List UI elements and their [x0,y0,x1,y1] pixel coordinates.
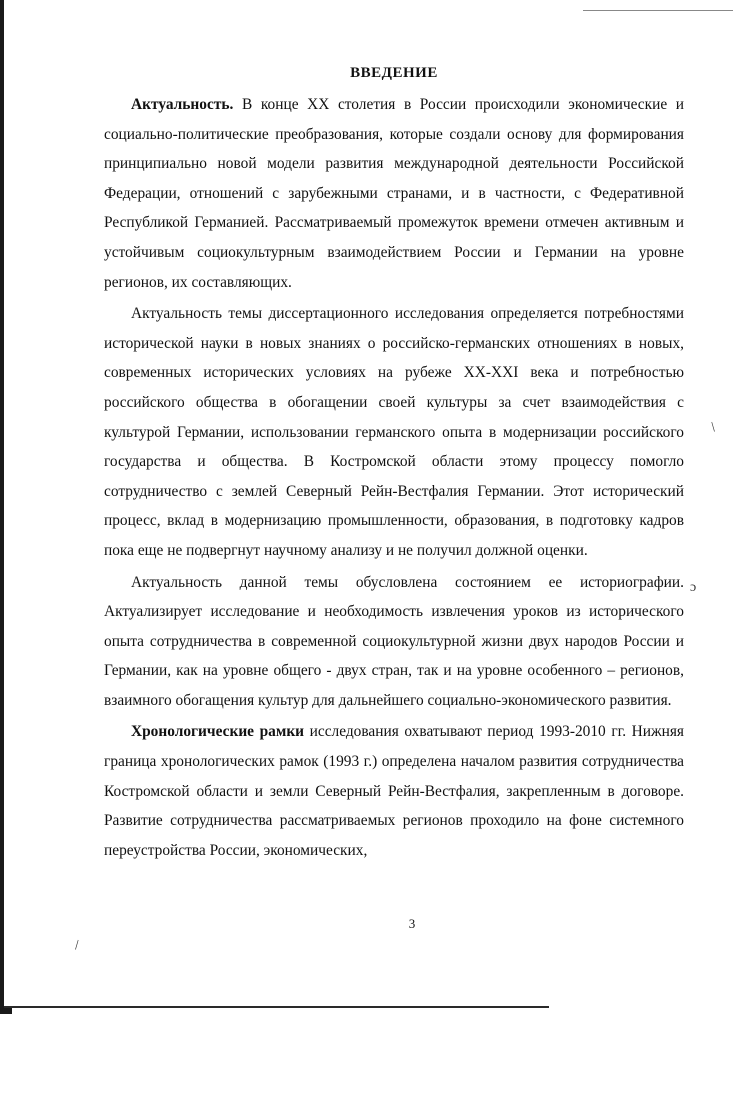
paragraph-historiography [104,568,684,716]
paragraph-topic-relevance [104,299,684,565]
scan-border-left [0,0,4,1010]
scan-border-bottom [4,1006,549,1008]
paragraph-text: Актуальность данной темы обусловлена состоянием ее историографии. Актуализирует исследование и необходимость извлечения уроков из исторического опыта сотрудничества в современной социокультурной жизни двух народов России и Германии, как на уровне общего - двух стран, так и на уровне особенного – регионов, взаимного обогащения культур для дальнейшего социально-экономического развития. [104,573,684,709]
paragraph-text: исследования охватывают период 1993-2010 гг. Нижняя граница хронологических рамок (1993 г.) определена началом развития сотрудничества Костромской области и земли Северный Рейн-Вестфалия, закрепленным в договоре. Развитие сотрудничества рассматриваемых регионов проходило на фоне системного переустройства России, экономических, [104,723,684,859]
paragraph-lead: Хронологические рамки [131,723,305,741]
document-page [104,62,684,865]
scan-artifact: \ [70,938,83,953]
scan-topline [583,10,733,11]
paragraph-text: В конце XX столетия в России происходили экономические и социально-политические преобразования, которые создали основу для формирования принципиально новой модели развития международной деятельности Российской Федерации, отношений с зарубежными странами, и в частности, с Федеративной Республикой Германией. Рассматриваемый промежуток времени отмечен активным и устойчивым социокультурным взаимодействием России и Германии на уровне регионов, их составляющих. [104,96,684,291]
page-number: 3 [408,916,416,931]
paragraph-lead: Актуальность. [131,96,234,113]
paragraph-relevance [104,90,684,297]
paragraph-chronology [104,717,684,865]
scan-artifact: ɔ [690,580,697,595]
scan-artifact: / [707,420,720,435]
page-title: ВВЕДЕНИЕ [350,65,438,81]
paragraph-text: Актуальность темы диссертационного исследования определяется потребностями исторической науки в новых знаниях о российско-германских отношениях в новых, современных исторических условиях на рубеже XX-XXI века и потребностью российского общества в обогащении своей культуры за счет взаимодействия с культурой Германии, использовании германского опыта в модернизации российского государства и общества. В Костромской области этому процессу помогло сотрудничество с землей Северный Рейн-Вестфалия Германии. Этот исторический процесс, вклад в модернизацию промышленности, образования, в подготовку кадров пока еще не подвергнут научному анализу и не получил должной оценки. [104,305,684,559]
